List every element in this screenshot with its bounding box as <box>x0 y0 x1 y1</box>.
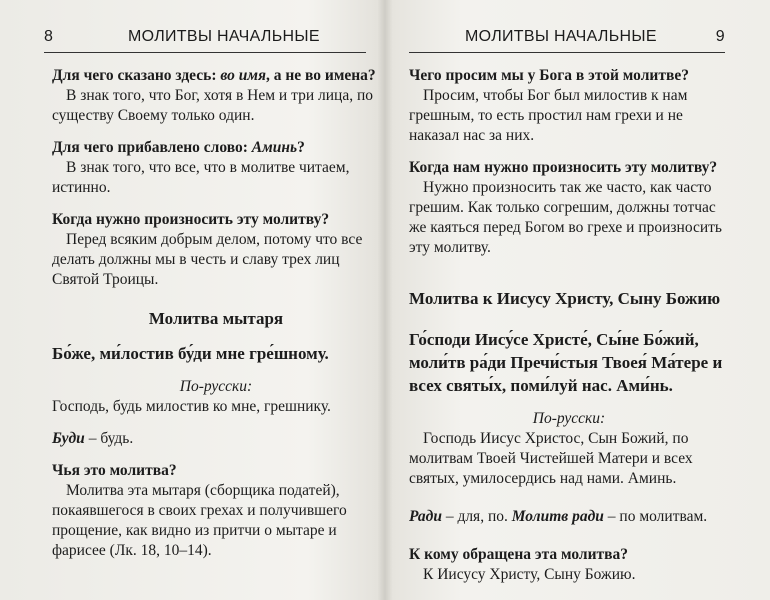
right-page-header <box>409 28 725 50</box>
russian-label: По-русски: <box>532 410 606 427</box>
header-rule <box>409 52 725 53</box>
answer: К Иисусу Христу, Сыну Божию. <box>423 566 636 583</box>
glossary-term: Буди <box>52 430 85 447</box>
question-term: во имя <box>220 67 266 84</box>
right-page <box>385 0 770 600</box>
glossary-entry: Ради – для, по. Молитв ради – по молитвам. <box>409 508 708 525</box>
answer: Перед всяким добрым делом, потому что все делать должны мы в честь и славу трех лиц Святой Троицы. <box>52 231 363 288</box>
running-title: МОЛИТВЫ НАЧАЛЬНЫЕ <box>465 28 657 45</box>
page-number: 9 <box>715 28 725 45</box>
section-title: Молитва мытаря <box>148 309 284 328</box>
header-rule <box>44 52 366 53</box>
prayer-text: Го́споди Иису́се Христе́, Сы́не Бо́жий, моли́тв ра́ди Пречи́стыя Твоея́ Ма́тере и всех святы́х, поми́луй нас. Ами́нь. <box>409 330 723 395</box>
glossary-entry: Буди – будь. <box>52 430 134 447</box>
russian-label: По-русски: <box>179 378 253 395</box>
glossary-term: Ради <box>409 508 442 525</box>
answer: Просим, чтобы Бог был милостив к нам грешным, то есть простил нам грехи и не наказал нас за них. <box>409 87 688 144</box>
glossary-term: Молитв ради <box>511 508 604 525</box>
page-number: 8 <box>44 28 54 45</box>
right-page-body <box>409 66 729 585</box>
answer: В знак того, что Бог, хотя в Нем и три лица, по существу Своему только один. <box>52 87 373 124</box>
running-title: МОЛИТВЫ НАЧАЛЬНЫЕ <box>128 28 320 45</box>
russian-translation: Господь, будь милостив ко мне, грешнику. <box>52 398 331 415</box>
answer: Нужно произносить так же часто, как часто грешим. Как только согрешим, должны тотчас же каяться перед Богом во грехе и произносить эту молитву. <box>409 179 722 256</box>
section-title: Молитва к Иисусу Христу, Сыну Божию <box>409 289 721 308</box>
question: Чего просим мы у Бога в этой молитве? <box>409 67 689 84</box>
answer: Молитва эта мытаря (сборщика податей), покаявшегося в своих грехах и получившего прощение, как видно из притчи о мытаре и фарисее (Лк. 18, 10–14). <box>52 482 347 559</box>
russian-translation: Господь Иисус Христос, Сын Божий, по молитвам Твоей Чистейшей Матери и всех святых, умилосердись над нами. Аминь. <box>409 430 693 487</box>
question: Чья это молитва? <box>52 462 177 479</box>
question: Когда нужно произносить эту молитву? <box>52 211 330 228</box>
question-term: Аминь <box>251 139 298 156</box>
question: Для чего прибавлено слово: Аминь? <box>52 139 305 156</box>
question: Для чего сказано здесь: во имя, а не во имена? <box>52 67 376 84</box>
left-page-body <box>52 66 380 561</box>
prayer-text: Бо́же, ми́лостив бу́ди мне гре́шному. <box>52 344 329 363</box>
answer: В знак того, что все, что в молитве читаем, истинно. <box>52 159 350 196</box>
left-page-header <box>44 28 366 50</box>
question: К кому обращена эта молитва? <box>409 546 629 563</box>
question: Когда нам нужно произносить эту молитву? <box>409 159 718 176</box>
